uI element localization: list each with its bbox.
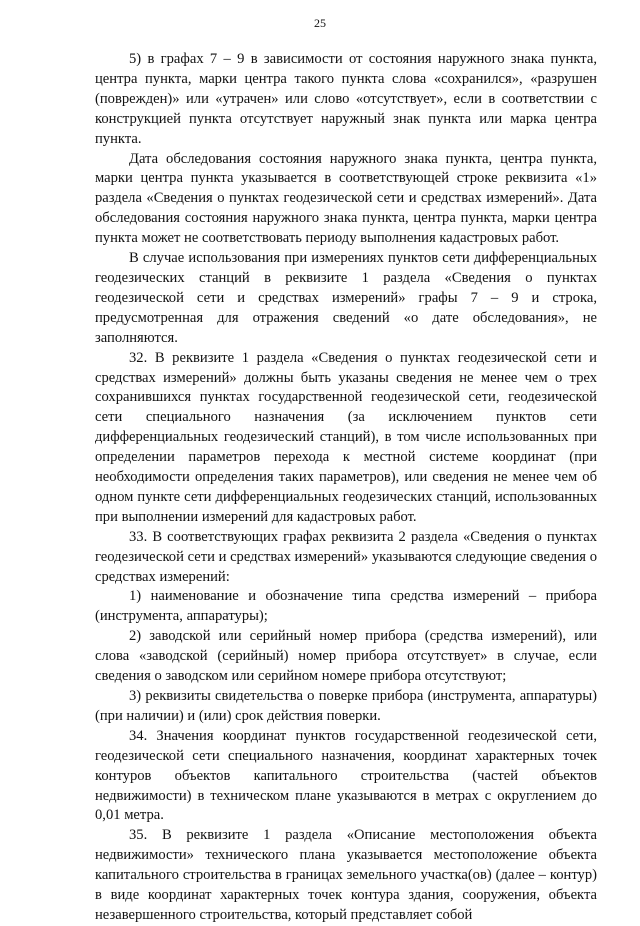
paragraph-clause-34: 34. Значения координат пунктов государственной геодезической сети, геодезической сети специального назначения, координат характерных точек контуров объектов капитального строительства (частей объектов недвижимости) в техническом плане указываются в метрах с округлением до 0,01 метра.	[95, 727, 597, 824]
page-number: 25	[314, 16, 326, 30]
paragraph-clause-35: 35. В реквизите 1 раздела «Описание местоположения объекта недвижимости» технического плана указывается местоположение объекта капитального строительства в границах земельного участка(ов) (далее – контур) в виде координат характерных точек контура здания, сооружения, объекта незавершенного строительства, который представляет собой	[95, 827, 597, 923]
paragraph-differential-stations: В случае использования при измерениях пунктов сети дифференциальных геодезических станций в реквизите 1 раздела «Сведения о пунктах геодезической сети и средствах измерений» графы 7 – 9 и строка, предусмотренная для отражения сведений «о дате обследования», не заполняются.	[95, 250, 597, 346]
paragraph-clause-32: 32. В реквизите 1 раздела «Сведения о пунктах геодезической сети и средствах измерений» должны быть указаны сведения не менее чем о трех сохранившихся пунктах государственной геодезической сети, геодезической сети специального назначения (за исключением пунктов сети дифференциальных геодезический станций), в том числе использованных при определении параметров перехода к местной системе координат (при необходимости определения таких параметров), или сведения не менее чем об одном пункте сети дифференциальных геодезических станций, использованных при выполнении измерений для кадастровых работ.	[95, 349, 597, 525]
paragraph-survey-date: Дата обследования состояния наружного знака пункта, центра пункта, марки центра пункта указывается в соответствующей строке реквизита «1» раздела «Сведения о пунктах геодезической сети и средствах измерений». Дата обследования состояния наружного знака пункта, центра пункта, марки центра пункта может не соответствовать периоду выполнения кадастровых работ.	[95, 150, 597, 247]
paragraph-clause-33-item-3: 3) реквизиты свидетельства о поверке прибора (инструмента, аппаратуры) (при наличии) и (или) срок действия поверки.	[95, 688, 597, 724]
paragraph-clause-33: 33. В соответствующих графах реквизита 2 раздела «Сведения о пунктах геодезической сети и средствах измерений» указываются следующие сведения о средствах измерений:	[95, 528, 597, 585]
document-body	[95, 50, 597, 926]
paragraph-item-5-graphs: 5) в графах 7 – 9 в зависимости от состояния наружного знака пункта, центра пункта, марки центра такого пункта слова «сохранился», «разрушен (поврежден)» или «утрачен» или слово «отсутствует», если в соответствии с конструкцией пункта отсутствует наружный знак пункта или марка центра пункта.	[95, 51, 597, 147]
paragraph-clause-33-item-1: 1) наименование и обозначение типа средства измерений – прибора (инструмента, аппаратуры);	[95, 588, 597, 625]
paragraph-clause-33-item-2: 2) заводской или серийный номер прибора (средства измерений), или слова «заводской (серийный) номер прибора отсутствует» в случае, если сведения о заводском или серийном номере прибора отсутствуют;	[95, 628, 597, 685]
